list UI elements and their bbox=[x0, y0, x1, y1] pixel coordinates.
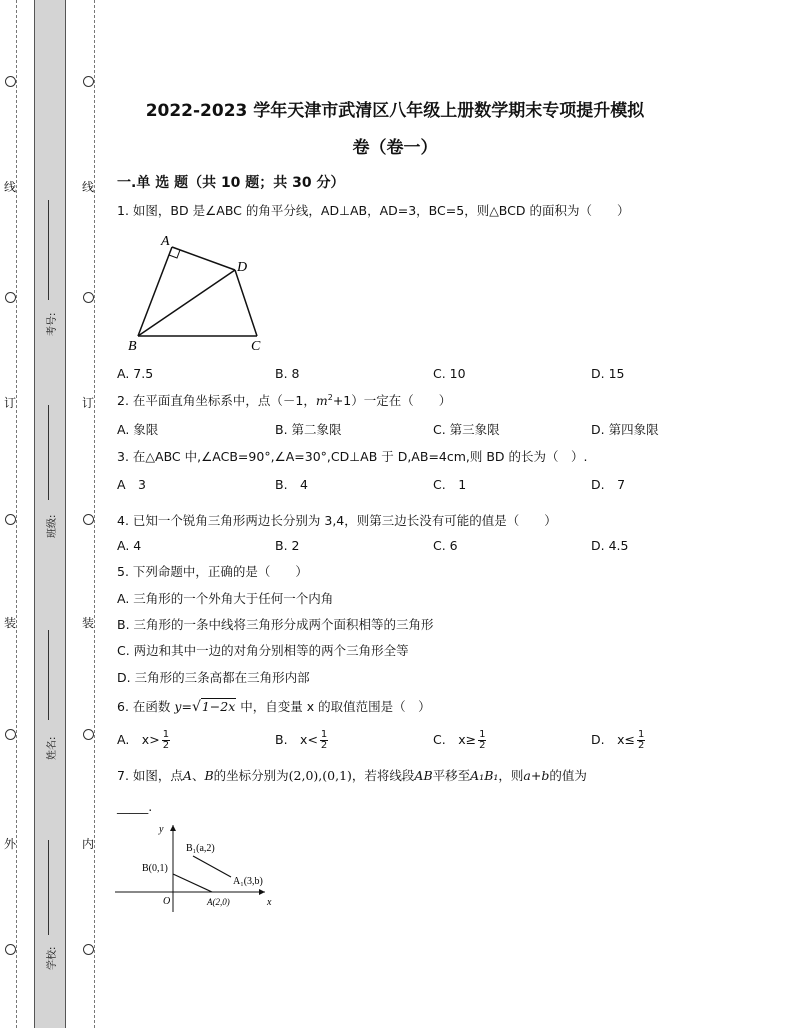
q2-option-a[interactable]: A. 象限 bbox=[117, 422, 159, 437]
q4-option-c[interactable]: C. 6 bbox=[433, 538, 458, 553]
denominator: 2 bbox=[162, 740, 170, 751]
q6-suffix: 中，自变量 x 的取值范围是（ ） bbox=[240, 699, 431, 714]
page-title-line1: 2022-2023 学年天津市武清区八年级上册数学期末专项提升模拟 bbox=[145, 101, 645, 121]
inner-char-zhuang: 装 bbox=[82, 616, 95, 630]
q6-option-d-label: D. x≤ bbox=[591, 732, 635, 747]
q2-option-c[interactable]: C. 第三象限 bbox=[433, 422, 500, 437]
q6-option-a-label: A. x> bbox=[117, 732, 160, 747]
q7-text-1: 7. 如图，点 bbox=[117, 768, 183, 783]
school-label: 学校: bbox=[47, 946, 58, 970]
q5-option-c[interactable]: C. 两边和其中一边的对角分别相等的两个三角形全等 bbox=[117, 643, 409, 658]
point-b-label: B(0,1) bbox=[142, 863, 168, 874]
q6-option-c-fraction bbox=[478, 730, 486, 751]
axis-y-label: y bbox=[159, 824, 164, 835]
punch-hole bbox=[5, 514, 16, 525]
q5-option-a[interactable]: A. 三角形的一个外角大于任何一个内角 bbox=[117, 591, 334, 606]
question-4-text: 4. 已知一个锐角三角形两边长分别为 3,4，则第三边长没有可能的值是（ ） bbox=[117, 513, 557, 528]
q7-text-6: 的值为 bbox=[549, 768, 587, 783]
question-7-text bbox=[117, 766, 587, 784]
numerator: 1 bbox=[162, 729, 170, 740]
outer-char-ding: 订 bbox=[4, 396, 17, 410]
q1-option-c[interactable]: C. 10 bbox=[433, 366, 466, 381]
inner-dashed-line bbox=[94, 0, 95, 1028]
q6-func-eq: = bbox=[181, 699, 192, 714]
q7-text-2: 的坐标分别为 bbox=[213, 768, 289, 783]
question-1-text: 1. 如图，BD 是∠ABC 的角平分线，AD⊥AB，AD=3，BC=5，则△BCD 的面积为（ ） bbox=[117, 203, 630, 218]
inner-char-ding: 订 bbox=[82, 396, 95, 410]
numerator: 1 bbox=[479, 729, 486, 740]
q7-coords: (2,0),(0,1) bbox=[288, 768, 352, 783]
question-1-figure bbox=[125, 230, 275, 355]
outer-char-xian: 线 bbox=[4, 180, 17, 194]
question-3-text: 3. 在△ABC 中,∠ACB=90°,∠A=30°,CD⊥AB 于 D,AB=4cm,则 BD 的长为（ ）. bbox=[117, 449, 588, 464]
exam-number-line bbox=[48, 200, 49, 300]
q6-func-y: y bbox=[174, 699, 182, 714]
point-b1-label: B₁(a,2) bbox=[186, 843, 215, 854]
q7-segment-a1b1: A₁B₁ bbox=[470, 768, 499, 783]
question-5-text: 5. 下列命题中，正确的是（ ） bbox=[117, 564, 308, 579]
sqrt-icon: √ bbox=[191, 699, 201, 715]
q6-option-c-label: C. x≥ bbox=[433, 732, 477, 747]
question-2-text bbox=[117, 391, 451, 409]
binding-margin bbox=[0, 0, 110, 1028]
label-B: B bbox=[128, 339, 137, 354]
label-D: D bbox=[237, 260, 248, 275]
q7-separator: 、 bbox=[191, 768, 205, 783]
punch-hole bbox=[83, 514, 94, 525]
q3-option-a[interactable]: A 3 bbox=[117, 477, 147, 492]
point-a1-label: A₁(3,b) bbox=[233, 876, 263, 887]
q6-option-a[interactable] bbox=[117, 730, 170, 751]
label-C: C bbox=[251, 339, 261, 354]
denominator: 2 bbox=[320, 740, 328, 751]
q6-option-b-label: B. x< bbox=[275, 732, 318, 747]
class-line bbox=[48, 405, 49, 500]
q6-prefix: 6. 在函数 bbox=[117, 699, 171, 714]
inner-char-xian: 线 bbox=[82, 180, 95, 194]
q6-option-d-fraction bbox=[637, 730, 645, 751]
q7-text-5: ，则 bbox=[498, 768, 524, 783]
name-line bbox=[48, 630, 49, 720]
punch-hole bbox=[83, 944, 94, 955]
question-6-text bbox=[117, 697, 431, 715]
school-line bbox=[48, 840, 49, 935]
denominator: 2 bbox=[479, 740, 486, 751]
numerator: 1 bbox=[637, 729, 645, 740]
q6-option-b[interactable] bbox=[275, 730, 328, 751]
denominator: 2 bbox=[637, 740, 645, 751]
punch-hole bbox=[5, 944, 16, 955]
punch-hole bbox=[83, 292, 94, 303]
punch-hole bbox=[5, 729, 16, 740]
q6-option-d[interactable] bbox=[591, 730, 645, 751]
q4-option-b[interactable]: B. 2 bbox=[275, 538, 300, 553]
q5-option-b[interactable]: B. 三角形的一条中线将三角形分成两个面积相等的三角形 bbox=[117, 617, 434, 632]
outer-char-zhuang: 装 bbox=[4, 616, 17, 630]
q7-point-b: B bbox=[204, 768, 214, 783]
q4-option-a[interactable]: A. 4 bbox=[117, 538, 142, 553]
class-label: 班级: bbox=[47, 514, 58, 538]
q2-prefix: 2. 在平面直角坐标系中，点（－1， bbox=[117, 393, 316, 408]
q6-radicand: 1−2x bbox=[201, 699, 236, 714]
q7-text-4: 平移至 bbox=[432, 768, 471, 783]
q2-m: m bbox=[315, 393, 328, 408]
q7-expression: a+b bbox=[523, 768, 550, 783]
punch-hole bbox=[83, 729, 94, 740]
q1-option-d[interactable]: D. 15 bbox=[591, 366, 625, 381]
section-heading: 一.单 选 题（共 10 题；共 30 分） bbox=[117, 175, 345, 191]
numerator: 1 bbox=[320, 729, 328, 740]
q1-option-b[interactable]: B. 8 bbox=[275, 366, 300, 381]
q1-option-a[interactable]: A. 7.5 bbox=[117, 366, 154, 381]
name-label: 姓名: bbox=[47, 736, 58, 760]
q6-option-c[interactable] bbox=[433, 730, 486, 751]
inner-char-nei: 内 bbox=[82, 837, 95, 851]
outer-dashed-line bbox=[16, 0, 17, 1028]
q4-option-d[interactable]: D. 4.5 bbox=[591, 538, 629, 553]
q7-point-a: A bbox=[182, 768, 192, 783]
q5-option-d[interactable]: D. 三角形的三条高都在三角形内部 bbox=[117, 670, 310, 685]
label-A: A bbox=[161, 234, 170, 249]
q6-option-a-fraction bbox=[162, 730, 170, 751]
q6-option-b-fraction bbox=[320, 730, 328, 751]
punch-hole bbox=[83, 76, 94, 87]
punch-hole bbox=[5, 76, 16, 87]
punch-hole bbox=[5, 292, 16, 303]
q2-option-b[interactable]: B. 第二象限 bbox=[275, 422, 342, 437]
q3-option-c[interactable]: C. 1 bbox=[433, 477, 467, 492]
q2-exponent: 2 bbox=[327, 392, 333, 402]
q2-option-d[interactable]: D. 第四象限 bbox=[591, 422, 659, 437]
q2-suffix: +1）一定在（ ） bbox=[332, 393, 452, 408]
q7-segment-ab: AB bbox=[414, 768, 433, 783]
q3-option-b[interactable]: B. 4 bbox=[275, 477, 309, 492]
q7-text-3: ，若将线段 bbox=[351, 768, 415, 783]
axis-x-label: x bbox=[267, 897, 272, 908]
q7-answer-blank[interactable]: _____. bbox=[117, 799, 153, 814]
point-a-label: A(2,0) bbox=[207, 897, 230, 907]
q3-option-d[interactable]: D. 7 bbox=[591, 477, 626, 492]
outer-char-wai: 外 bbox=[4, 837, 17, 851]
exam-number-label: 考号: bbox=[47, 312, 58, 336]
page-title-line2: 卷（卷一） bbox=[352, 138, 438, 158]
origin-label: O bbox=[163, 896, 171, 907]
question-7-figure bbox=[115, 820, 285, 915]
